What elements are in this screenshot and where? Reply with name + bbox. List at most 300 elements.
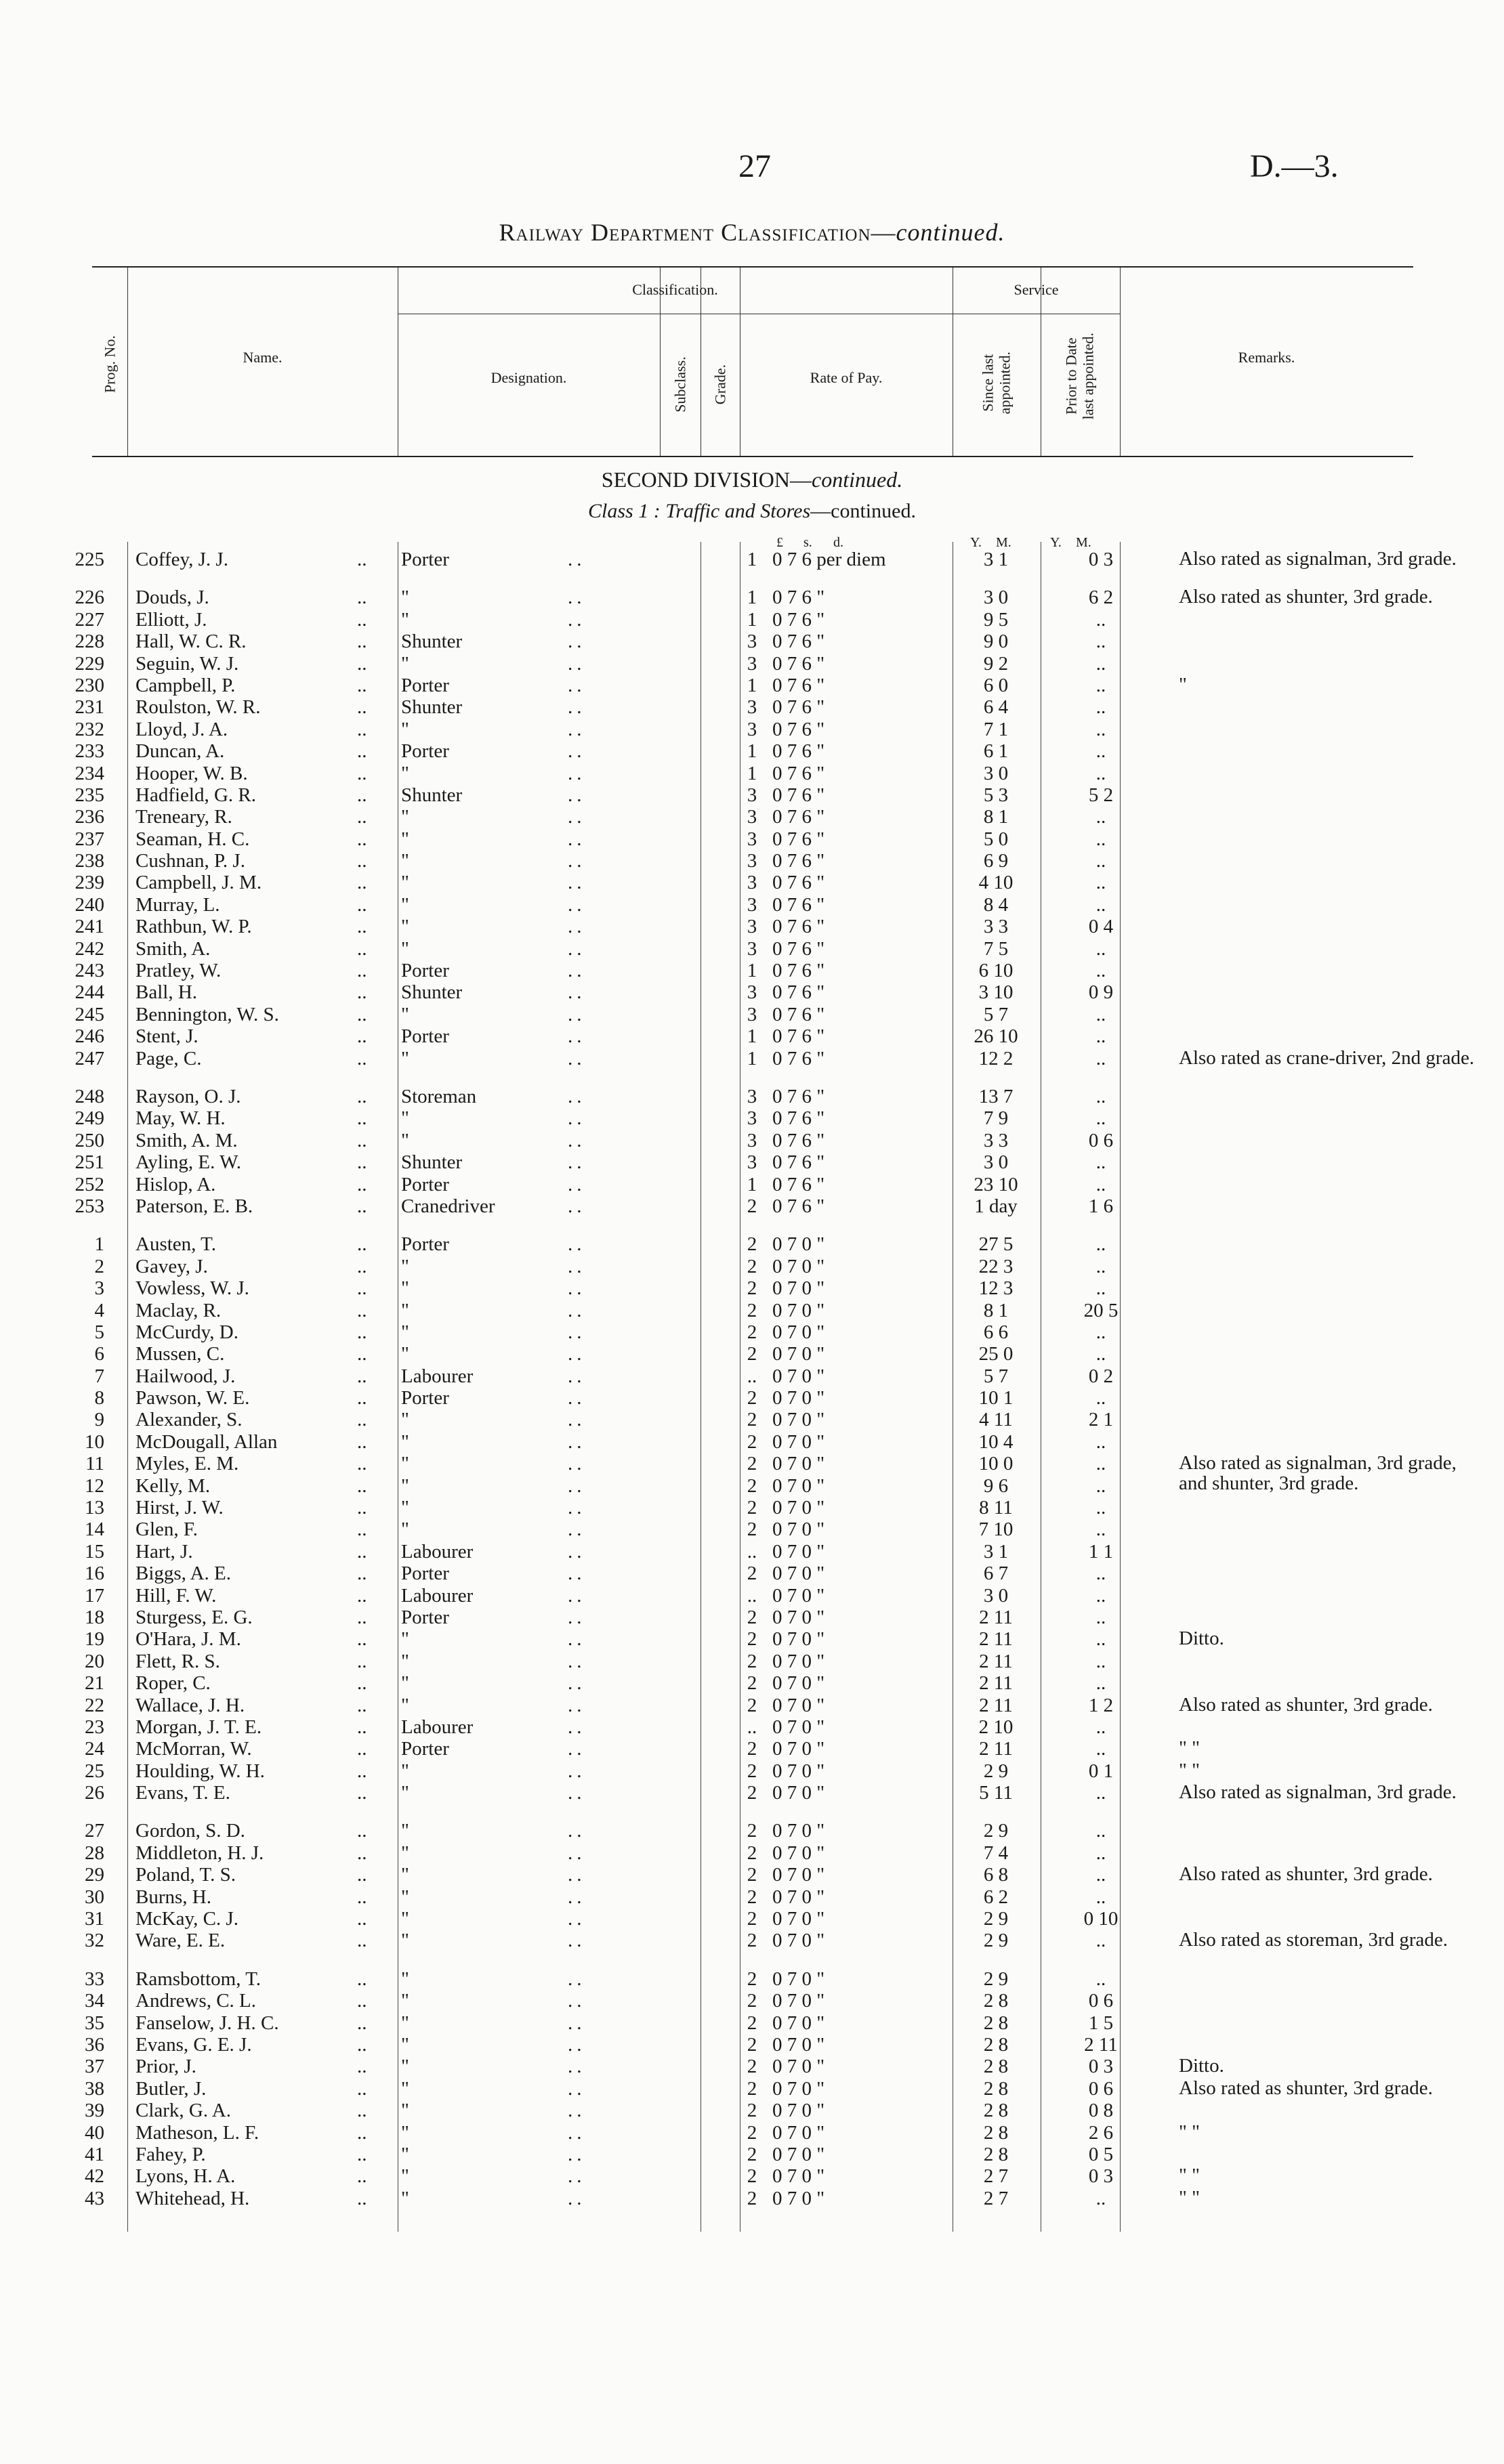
- rate-of-pay: 0 7 0 ": [772, 2187, 825, 2209]
- grade: 2: [747, 1321, 757, 1343]
- rate-of-pay: 0 7 0 ": [772, 1628, 825, 1651]
- name: Hall, W. C. R.: [135, 631, 247, 653]
- rate-of-pay: 0 7 6 ": [772, 608, 825, 631]
- service-prior: 0 6: [1088, 2077, 1114, 2100]
- service-since: 2 11: [979, 1738, 1013, 1760]
- table-row: [61, 740, 1443, 762]
- leader-dots: ..: [568, 2100, 586, 2122]
- rate-of-pay: 0 7 6 ": [772, 916, 825, 938]
- service-prior: ..: [1095, 937, 1106, 960]
- table-row: [61, 2165, 1443, 2187]
- designation: Shunter: [401, 631, 463, 653]
- service-prior: ..: [1095, 1387, 1106, 1409]
- name: McCurdy, D.: [135, 1321, 238, 1343]
- leader-dots: ..: [568, 828, 586, 850]
- designation: ": [401, 806, 409, 828]
- service-since: 6 9: [983, 850, 1009, 872]
- grade: 2: [747, 2143, 757, 2165]
- leader-dots: ..: [568, 2143, 586, 2165]
- prog-no: 13: [85, 1497, 104, 1519]
- remarks: Also rated as crane-driver, 2nd grade.: [1179, 1046, 1475, 1069]
- grade: 3: [747, 828, 757, 850]
- prog-no: 36: [85, 2034, 104, 2056]
- name: Kelly, M.: [135, 1474, 211, 1497]
- leader-dots: ..: [357, 1430, 367, 1453]
- service-since: 7 9: [983, 1107, 1009, 1130]
- leader-dots: ..: [357, 1474, 367, 1497]
- name: Glen, F.: [135, 1518, 198, 1541]
- service-since: 7 1: [983, 718, 1009, 740]
- service-prior: 5 2: [1088, 784, 1114, 806]
- prog-no: 26: [85, 1782, 104, 1804]
- grade: 2: [747, 2034, 757, 2056]
- leader-dots: ..: [568, 1430, 586, 1453]
- prog-no: 238: [75, 850, 104, 872]
- table-row: [61, 1086, 1443, 1107]
- service-since: 2 9: [983, 1930, 1009, 1952]
- leader-dots: ..: [357, 674, 367, 696]
- service-since: 9 2: [983, 652, 1009, 675]
- rate-of-pay: 0 7 0 ": [772, 2143, 825, 2165]
- remarks: Also rated as shunter, 3rd grade.: [1179, 586, 1433, 608]
- leader-dots: ..: [568, 1409, 586, 1431]
- service-since: 7 5: [983, 937, 1009, 960]
- leader-dots: ..: [568, 740, 586, 763]
- service-prior: ..: [1095, 1650, 1106, 1672]
- rate-of-pay: 0 7 6 ": [772, 1173, 825, 1195]
- service-prior: ..: [1095, 631, 1106, 653]
- prog-no: 10: [85, 1430, 104, 1453]
- service-since: 9 5: [983, 608, 1009, 631]
- rate-of-pay: 0 7 6 ": [772, 652, 825, 675]
- name: Roper, C.: [135, 1672, 211, 1695]
- prog-no: 40: [85, 2121, 104, 2144]
- table-row: [61, 675, 1443, 696]
- leader-dots: ..: [357, 1606, 367, 1628]
- name: Hill, F. W.: [135, 1584, 217, 1607]
- designation: Cranedriver: [401, 1195, 495, 1217]
- prog-no: 252: [75, 1173, 104, 1195]
- leader-dots: ..: [357, 1782, 367, 1804]
- service-prior: ..: [1095, 1277, 1106, 1300]
- grade: 3: [747, 850, 757, 872]
- designation: ": [401, 762, 409, 784]
- table-row: [61, 1990, 1443, 2012]
- leader-dots: ..: [357, 549, 367, 570]
- name: Andrews, C. L.: [135, 1990, 257, 2012]
- designation: Porter: [401, 960, 449, 982]
- table-row: [61, 1130, 1443, 1151]
- designation: ": [401, 850, 409, 872]
- header-remarks: Remarks.: [1238, 349, 1295, 366]
- service-prior: ..: [1095, 1584, 1106, 1607]
- prog-no: 17: [85, 1584, 104, 1607]
- prog-no: 14: [85, 1518, 104, 1541]
- designation: ": [401, 1782, 409, 1804]
- name: Evans, G. E. J.: [135, 2034, 252, 2056]
- prog-no: 231: [75, 696, 104, 719]
- grade: 3: [747, 1129, 757, 1151]
- service-prior: ..: [1095, 608, 1106, 631]
- grade: 2: [747, 1518, 757, 1541]
- prog-no: 247: [75, 1047, 104, 1069]
- table-row: [61, 763, 1443, 784]
- rate-of-pay: 0 7 6 ": [772, 806, 825, 828]
- remarks: " ": [1179, 2121, 1200, 2143]
- leader-dots: ..: [357, 1003, 367, 1025]
- leader-dots: ..: [357, 587, 367, 609]
- classification-table: [61, 548, 1475, 2209]
- leader-dots: ..: [357, 2143, 367, 2165]
- name: Myles, E. M.: [135, 1453, 239, 1475]
- rate-of-pay: 0 7 0 ": [772, 1694, 825, 1716]
- remarks: " ": [1179, 2186, 1200, 2209]
- designation: ": [401, 1129, 409, 1151]
- page-title: Railway Department Classification—continued.: [499, 219, 1005, 246]
- table-row: [61, 631, 1443, 652]
- leader-dots: ..: [357, 1195, 367, 1217]
- grade: 1: [747, 674, 757, 696]
- table-row: [61, 1174, 1443, 1195]
- name: Rathbun, W. P.: [135, 916, 252, 938]
- grade: 2: [747, 1255, 757, 1277]
- grade: 2: [747, 1886, 757, 1908]
- prog-no: 6: [94, 1343, 104, 1365]
- prog-no: 227: [75, 608, 104, 631]
- service-prior: ..: [1095, 1606, 1106, 1628]
- leader-dots: ..: [568, 784, 586, 806]
- grade: 3: [747, 806, 757, 828]
- service-since: 2 7: [983, 2165, 1009, 2188]
- rate-of-pay: 0 7 6 ": [772, 740, 825, 763]
- leader-dots: ..: [357, 1497, 367, 1519]
- grade: 2: [747, 2121, 757, 2144]
- leader-dots: ..: [357, 1518, 367, 1541]
- service-since: 8 11: [979, 1497, 1013, 1519]
- table-row: [61, 1321, 1443, 1343]
- service-prior: ..: [1095, 718, 1106, 740]
- remarks: Also rated as signalman, 3rd grade, and shunter, 3rd grade.: [1179, 1452, 1457, 1495]
- leader-dots: ..: [568, 1694, 586, 1716]
- designation: ": [401, 2165, 409, 2188]
- rate-of-pay: 0 7 0 ": [772, 1908, 825, 1930]
- grade: 2: [747, 1782, 757, 1804]
- rate-of-pay: 0 7 0 ": [772, 1563, 825, 1585]
- service-prior: ..: [1095, 2187, 1106, 2209]
- service-prior: ..: [1095, 1453, 1106, 1475]
- table-row: [61, 1842, 1443, 1864]
- table-row: [61, 1151, 1443, 1173]
- leader-dots: ..: [568, 2077, 586, 2100]
- rate-of-pay: 0 7 0 ": [772, 1409, 825, 1431]
- designation: ": [401, 2187, 409, 2209]
- remarks: Also rated as shunter, 3rd grade.: [1179, 2077, 1433, 2099]
- leader-dots: ..: [568, 1990, 586, 2012]
- rate-of-pay: 0 7 6 ": [772, 631, 825, 653]
- rate-of-pay: 0 7 0 ": [772, 1321, 825, 1343]
- service-prior: ..: [1095, 850, 1106, 872]
- name: Pawson, W. E.: [135, 1387, 250, 1409]
- service-since: 2 11: [979, 1650, 1013, 1672]
- name: Hadfield, G. R.: [135, 784, 256, 806]
- grade: 2: [747, 1606, 757, 1628]
- rate-of-pay: 0 7 0 ": [772, 1886, 825, 1908]
- grade: 2: [747, 1930, 757, 1952]
- service-since: 12 2: [978, 1047, 1014, 1069]
- table-row: [61, 696, 1443, 718]
- name: Austen, T.: [135, 1233, 216, 1256]
- leader-dots: ..: [568, 1151, 586, 1174]
- leader-dots: ..: [357, 2056, 367, 2078]
- prog-no: 23: [85, 1716, 104, 1738]
- grade: 3: [747, 872, 757, 894]
- service-since: 2 7: [983, 2187, 1009, 2209]
- header-prior-to-date: Prior to Date last appointed.: [1062, 333, 1097, 420]
- service-since: 5 11: [979, 1782, 1013, 1804]
- designation: ": [401, 2100, 409, 2122]
- service-prior: ..: [1095, 1151, 1106, 1174]
- leader-dots: ..: [568, 1518, 586, 1541]
- service-prior: ..: [1095, 1864, 1106, 1886]
- service-prior: ..: [1095, 1173, 1106, 1195]
- prog-no: 245: [75, 1003, 104, 1025]
- name: Morgan, J. T. E.: [135, 1716, 262, 1738]
- service-since: 8 1: [983, 1299, 1009, 1321]
- remarks: Ditto.: [1179, 2055, 1224, 2077]
- leader-dots: ..: [568, 1968, 586, 1990]
- leader-dots: ..: [568, 1930, 586, 1952]
- service-prior: ..: [1095, 1474, 1106, 1497]
- grade: ..: [747, 1540, 757, 1563]
- service-prior: 0 5: [1088, 2143, 1114, 2165]
- leader-dots: ..: [357, 718, 367, 740]
- prog-no: 34: [85, 1990, 104, 2012]
- service-since: 5 7: [983, 1365, 1009, 1387]
- leader-dots: ..: [357, 828, 367, 850]
- table-row: [61, 1929, 1448, 1952]
- name: Matheson, L. F.: [135, 2121, 259, 2144]
- designation: ": [401, 1694, 409, 1716]
- service-since: 2 8: [983, 2100, 1009, 2122]
- remarks: Ditto.: [1179, 1628, 1224, 1650]
- prog-no: 228: [75, 631, 104, 653]
- grade: 3: [747, 1085, 757, 1107]
- leader-dots: ..: [357, 1540, 367, 1563]
- rate-of-pay: 0 7 0 ": [772, 1968, 825, 1990]
- table-row: [61, 1968, 1443, 1990]
- leader-dots: ..: [568, 1782, 586, 1804]
- designation: ": [401, 1628, 409, 1651]
- name: McDougall, Allan: [135, 1430, 278, 1453]
- leader-dots: ..: [357, 2012, 367, 2034]
- unit-year-since: Y.: [970, 535, 982, 550]
- table-row: [61, 1760, 1443, 1782]
- prog-no: 39: [85, 2100, 104, 2122]
- leader-dots: ..: [357, 1628, 367, 1651]
- service-prior: 0 6: [1088, 1129, 1114, 1151]
- grade: 3: [747, 784, 757, 806]
- leader-dots: ..: [357, 806, 367, 828]
- name: Lyons, H. A.: [135, 2165, 236, 2188]
- service-prior: ..: [1095, 1343, 1106, 1365]
- service-prior: 0 9: [1088, 981, 1114, 1004]
- leader-dots: ..: [568, 1497, 586, 1519]
- rate-of-pay: 0 7 0 ": [772, 2034, 825, 2056]
- table-row: [61, 981, 1443, 1003]
- service-prior: ..: [1095, 1085, 1106, 1107]
- leader-dots: ..: [357, 1672, 367, 1695]
- header-grade: Grade.: [711, 364, 729, 405]
- leader-dots: ..: [568, 1760, 586, 1782]
- service-since: 3 1: [983, 549, 1009, 570]
- name: Hailwood, J.: [135, 1365, 236, 1387]
- designation: Shunter: [401, 981, 463, 1004]
- leader-dots: ..: [357, 1387, 367, 1409]
- service-prior: 0 10: [1083, 1908, 1119, 1930]
- service-since: 2 8: [983, 2056, 1009, 2078]
- table-row: [61, 1107, 1443, 1129]
- prog-no: 249: [75, 1107, 104, 1130]
- name: O'Hara, J. M.: [135, 1628, 241, 1651]
- service-prior: ..: [1095, 1233, 1106, 1256]
- service-prior: 1 1: [1088, 1540, 1114, 1563]
- leader-dots: ..: [357, 1299, 367, 1321]
- leader-dots: ..: [568, 1233, 586, 1256]
- leader-dots: ..: [568, 718, 586, 740]
- name: Flett, R. S.: [135, 1650, 220, 1672]
- prog-no: 242: [75, 937, 104, 960]
- designation: ": [401, 1453, 409, 1475]
- leader-dots: ..: [357, 1453, 367, 1475]
- leader-dots: ..: [357, 1908, 367, 1930]
- name: Ware, E. E.: [135, 1930, 226, 1952]
- name: May, W. H.: [135, 1107, 226, 1130]
- table-row: [61, 1864, 1443, 1886]
- designation: Shunter: [401, 1151, 463, 1174]
- prog-no: 22: [85, 1694, 104, 1716]
- table-row: [61, 1563, 1443, 1584]
- name: Elliott, J.: [135, 608, 207, 631]
- service-prior: ..: [1095, 1628, 1106, 1651]
- leader-dots: ..: [357, 2034, 367, 2056]
- designation: Porter: [401, 1387, 449, 1409]
- prog-no: 19: [85, 1628, 104, 1651]
- prog-no: 27: [85, 1820, 104, 1842]
- service-since: 2 11: [979, 1606, 1013, 1628]
- name: Murray, L.: [135, 893, 220, 916]
- service-since: 3 10: [978, 981, 1014, 1004]
- grade: 2: [747, 1864, 757, 1886]
- leader-dots: ..: [568, 1540, 586, 1563]
- service-since: 3 0: [983, 587, 1009, 609]
- name: Ball, H.: [135, 981, 198, 1004]
- table-row: [61, 938, 1443, 960]
- table-row: [61, 894, 1443, 916]
- leader-dots: ..: [568, 872, 586, 894]
- service-since: 4 10: [978, 872, 1014, 894]
- leader-dots: ..: [357, 1255, 367, 1277]
- table-row: [61, 1409, 1443, 1430]
- leader-dots: ..: [568, 960, 586, 982]
- prog-no: 225: [75, 549, 104, 570]
- designation: Labourer: [401, 1365, 474, 1387]
- rate-of-pay: 0 7 0 ": [772, 1820, 825, 1842]
- rate-of-pay: 0 7 0 ": [772, 2012, 825, 2034]
- name: Alexander, S.: [135, 1409, 243, 1431]
- rate-of-pay: 0 7 0 ": [772, 1430, 825, 1453]
- prog-no: 241: [75, 916, 104, 938]
- designation: ": [401, 1908, 409, 1930]
- service-since: 2 8: [983, 2034, 1009, 2056]
- table-row: [61, 1025, 1443, 1047]
- service-prior: ..: [1095, 1738, 1106, 1760]
- service-since: 2 8: [983, 1990, 1009, 2012]
- service-since: 2 8: [983, 2077, 1009, 2100]
- designation: Labourer: [401, 1716, 474, 1738]
- designation: Labourer: [401, 1584, 474, 1607]
- name: Page, C.: [135, 1047, 202, 1069]
- name: McKay, C. J.: [135, 1908, 238, 1930]
- leader-dots: ..: [568, 1047, 586, 1069]
- name: Poland, T. S.: [135, 1864, 236, 1886]
- designation: ": [401, 1409, 409, 1431]
- leader-dots: ..: [357, 1820, 367, 1842]
- remarks: Also rated as storeman, 3rd grade.: [1179, 1929, 1448, 1951]
- service-since: 2 11: [979, 1628, 1013, 1651]
- name: Campbell, P.: [135, 674, 236, 696]
- rate-of-pay: 0 7 6 ": [772, 587, 825, 609]
- leader-dots: ..: [357, 960, 367, 982]
- designation: Shunter: [401, 784, 463, 806]
- name: McMorran, W.: [135, 1738, 252, 1760]
- rate-of-pay: 0 7 0 ": [772, 1453, 825, 1475]
- leader-dots: ..: [357, 850, 367, 872]
- service-prior: ..: [1095, 1025, 1106, 1048]
- remarks: ": [1179, 673, 1187, 696]
- service-since: 10 1: [978, 1387, 1014, 1409]
- unit-year-prior: Y.: [1050, 535, 1062, 550]
- table-row: [61, 1046, 1475, 1069]
- table-row: [61, 1233, 1443, 1255]
- remarks: Also rated as signalman, 3rd grade.: [1179, 548, 1457, 570]
- leader-dots: ..: [568, 1173, 586, 1195]
- table-row: [61, 719, 1443, 740]
- service-since: 13 7: [978, 1085, 1014, 1107]
- name: Clark, G. A.: [135, 2100, 231, 2122]
- service-since: 3 0: [983, 1151, 1009, 1174]
- leader-dots: ..: [357, 1650, 367, 1672]
- leader-dots: ..: [357, 2165, 367, 2188]
- rate-of-pay: 0 7 6 ": [772, 1047, 825, 1069]
- table-row: [61, 1886, 1443, 1908]
- name: Maclay, R.: [135, 1299, 222, 1321]
- leader-dots: ..: [568, 1584, 586, 1607]
- name: Evans, T. E.: [135, 1782, 230, 1804]
- table-row: [61, 1518, 1443, 1540]
- designation: ": [401, 1497, 409, 1519]
- grade: 2: [747, 1990, 757, 2012]
- grade: 3: [747, 1107, 757, 1130]
- prog-no: 244: [75, 981, 104, 1004]
- service-prior: 0 3: [1088, 2165, 1114, 2188]
- table-header: [92, 266, 1413, 457]
- prog-no: 35: [85, 2012, 104, 2034]
- grade: 2: [747, 1497, 757, 1519]
- name: Fanselow, J. H. C.: [135, 2012, 279, 2034]
- service-prior: 20 5: [1083, 1299, 1119, 1321]
- leader-dots: ..: [357, 1277, 367, 1300]
- service-since: 6 1: [983, 740, 1009, 763]
